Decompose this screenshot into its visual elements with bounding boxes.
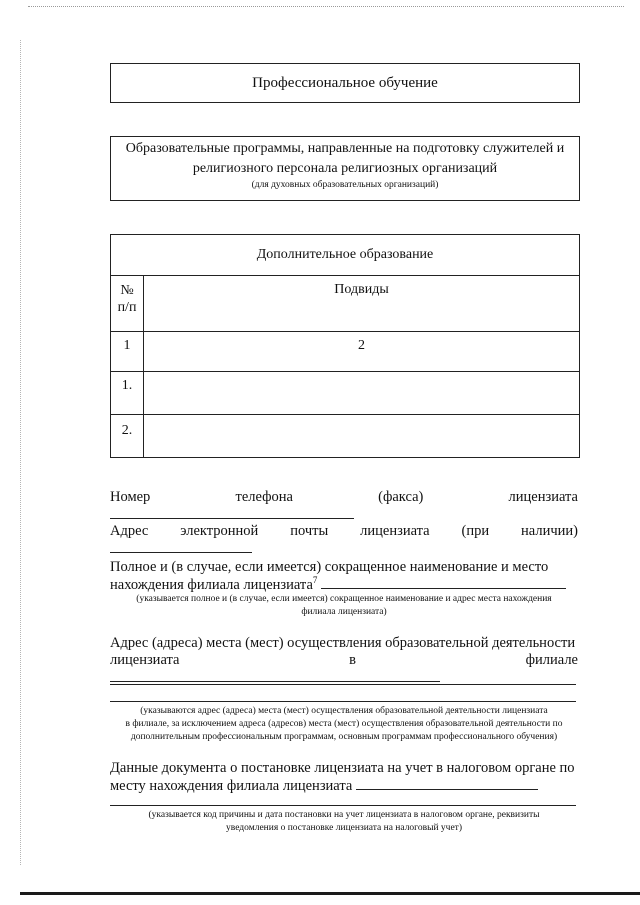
footnote-marker: 7 xyxy=(312,575,318,586)
professional-training-box xyxy=(110,63,580,103)
address-field-row xyxy=(110,635,578,687)
scan-edge-top xyxy=(28,6,624,8)
table-title: Дополнительное образование xyxy=(111,235,580,276)
address-input-line-2[interactable] xyxy=(110,684,576,685)
additional-education-table xyxy=(110,234,580,458)
branch-input-line[interactable] xyxy=(321,576,566,589)
tax-label-line1: Данные документа о постановке лицензиата на учет в налоговом органе по xyxy=(110,760,575,776)
email-field-row xyxy=(110,523,578,558)
column-header-subtypes: Подвиды xyxy=(144,276,580,332)
table-row xyxy=(111,372,580,415)
address-input-line-3[interactable] xyxy=(110,701,576,702)
tax-label-line2: месту нахождения филиала лицензиата xyxy=(110,777,578,795)
tax-input-line[interactable] xyxy=(356,777,538,790)
table-row xyxy=(111,415,580,458)
address-note: (указываются адрес (адреса) места (мест) осуществления образовательной деятельности лицензиата в филиале, за исключением адреса (адресов) места (мест) осуществления образовательной деятельности по дополнительным профессиональным программам, основным программам профессионального обучения) xyxy=(125,706,563,742)
scan-edge-left xyxy=(20,40,22,865)
tax-input-line-2[interactable] xyxy=(110,805,576,806)
religious-programs-line1: Образовательные программы, направленные на подготовку служителей и xyxy=(125,141,565,156)
scan-edge-bottom xyxy=(20,892,640,895)
branch-label-line1: Полное и (в случае, если имеется) сокращенное наименование и место xyxy=(110,559,549,575)
row-value-cell[interactable] xyxy=(144,415,580,458)
address-label-line2: лицензиата в филиале xyxy=(110,652,578,687)
phone-field-row xyxy=(110,489,578,524)
row-value-cell[interactable] xyxy=(144,372,580,415)
branch-field-row xyxy=(110,559,578,594)
professional-training-title: Профессиональное обучение xyxy=(252,75,438,91)
religious-programs-line2: религиозного персонала религиозных организаций xyxy=(192,161,498,176)
row-number: 1. xyxy=(111,372,144,415)
address-input-line[interactable] xyxy=(110,669,440,682)
index-cell-1: 1 xyxy=(111,332,144,372)
address-label-line1: Адрес (адреса) места (мест) осуществления образовательной деятельности xyxy=(110,635,576,651)
religious-programs-box xyxy=(110,136,580,201)
phone-label: Номер телефона (факса) лицензиата xyxy=(110,489,578,505)
branch-label-line2: нахождения филиала лицензиата$^7$ xyxy=(110,576,578,594)
phone-input-line[interactable] xyxy=(110,506,354,519)
column-header-number: № п/п xyxy=(111,276,144,332)
email-label: Адрес электронной почты лицензиата (при наличии) xyxy=(110,523,578,539)
index-cell-2: 2 xyxy=(144,332,580,372)
tax-field-row xyxy=(110,760,578,795)
religious-programs-note: (для духовных образовательных организаций) xyxy=(251,180,439,190)
row-number: 2. xyxy=(111,415,144,458)
email-input-line[interactable] xyxy=(110,540,252,553)
tax-note: (указывается код причины и дата постановки на учет лицензиата в налоговом органе, реквизиты уведомления о постановке лицензиата на налоговый учет) xyxy=(148,810,540,833)
branch-note: (указывается полное и (в случае, если имеется) сокращенное наименование и адрес места нахождения филиала лицензиата) xyxy=(136,594,552,617)
